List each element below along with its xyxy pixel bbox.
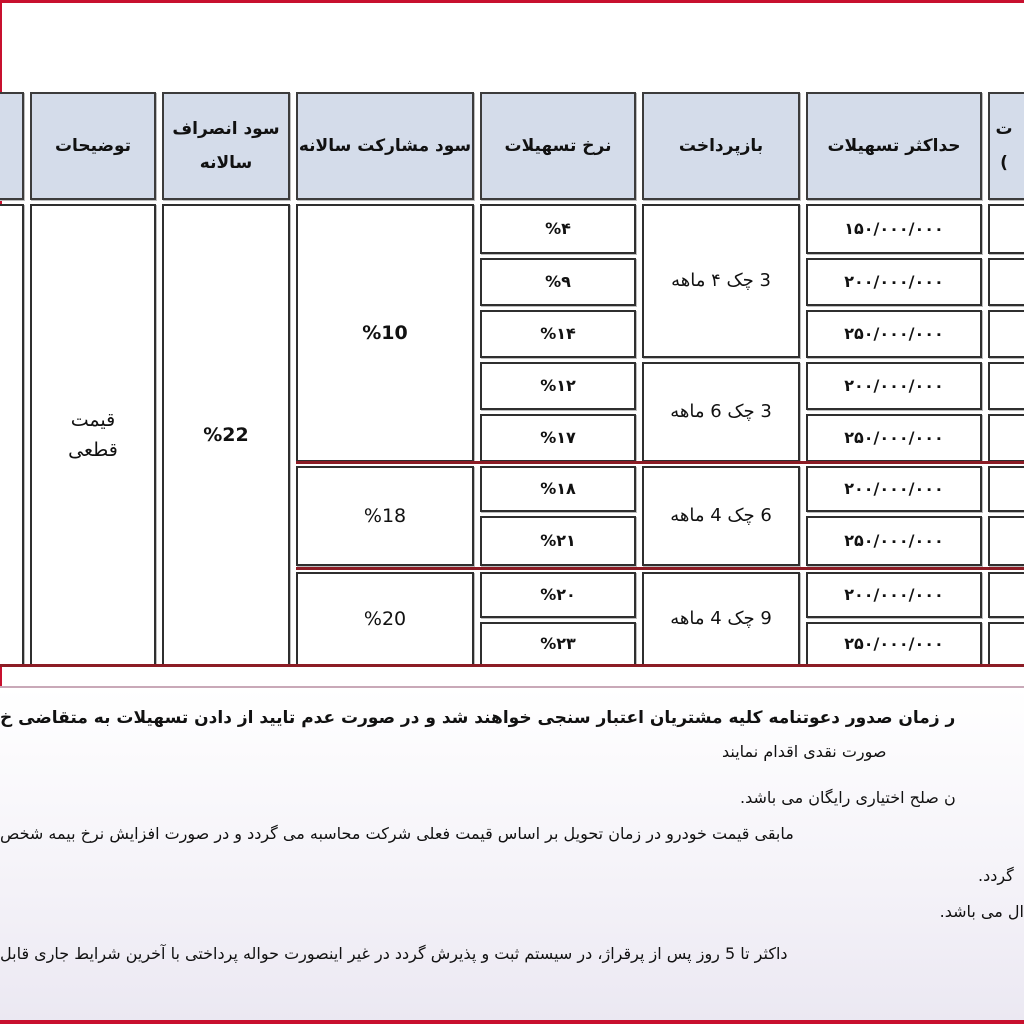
header-cancellation-profit: سود انصراف سالانه	[162, 92, 290, 200]
note-line: داکثر تا 5 روز پس از پرقراژ، در سیستم ثبت و پذیرش گردد در غیر اینصورت حواله پرداختی با آخرین شرایط جاری قابل	[0, 944, 788, 963]
max-facility-cell: ۲۰۰/۰۰۰/۰۰۰	[806, 466, 982, 512]
partial-cell	[988, 622, 1024, 666]
partial-cell	[988, 516, 1024, 566]
edge-cell	[0, 204, 24, 666]
rate-cell: %۱۸	[480, 466, 636, 512]
cancellation-profit-cell: %22	[162, 204, 290, 666]
header-repayment: بازپرداخت	[642, 92, 800, 200]
rate-cell: %۹	[480, 258, 636, 306]
group-separator	[296, 567, 1024, 570]
group-separator	[0, 664, 1024, 667]
header-participation-profit: سود مشارکت سالانه	[296, 92, 474, 200]
partial-cell	[988, 414, 1024, 462]
max-facility-cell: ۲۰۰/۰۰۰/۰۰۰	[806, 362, 982, 410]
note-line: ر زمان صدور دعوتنامه کلیه مشتریان اعتبار سنجی خواهند شد و در صورت عدم تایید از دادن تسهیلات به متقاضی خ	[0, 708, 956, 728]
partial-cell	[988, 204, 1024, 254]
note-line: صورت نقدی اقدام نمایند	[722, 742, 887, 761]
header-facility-rate: نرخ تسهیلات	[480, 92, 636, 200]
partial-cell	[988, 258, 1024, 306]
max-facility-cell: ۲۵۰/۰۰۰/۰۰۰	[806, 622, 982, 666]
repayment-cell: 6 چک 4 ماهه	[642, 466, 800, 566]
max-facility-cell: ۲۰۰/۰۰۰/۰۰۰	[806, 258, 982, 306]
rate-cell: %۲۱	[480, 516, 636, 566]
header-max-facility: حداکثر تسهیلات	[806, 92, 982, 200]
header-partial: ت )	[988, 92, 1024, 200]
note-line: مابقی قیمت خودرو در زمان تحویل بر اساس قیمت فعلی شرکت محاسبه می گردد و در صورت افزایش نرخ بیمه شخص	[0, 824, 794, 843]
rate-cell: %۱۴	[480, 310, 636, 358]
max-facility-cell: ۲۵۰/۰۰۰/۰۰۰	[806, 310, 982, 358]
rate-cell: %۴	[480, 204, 636, 254]
notes-section	[0, 686, 1024, 1022]
header-description: توضیحات	[30, 92, 156, 200]
participation-profit-cell: %10	[296, 204, 474, 462]
participation-profit-cell: %18	[296, 466, 474, 566]
note-line: ال می باشد.	[939, 902, 1024, 921]
repayment-cell: 3 چک ۴ ماهه	[642, 204, 800, 358]
rate-cell: %۱۷	[480, 414, 636, 462]
max-facility-cell: ۱۵۰/۰۰۰/۰۰۰	[806, 204, 982, 254]
partial-cell	[988, 310, 1024, 358]
repayment-cell: 3 چک 6 ماهه	[642, 362, 800, 462]
rate-cell: %۱۲	[480, 362, 636, 410]
facility-table	[0, 88, 1024, 668]
partial-cell	[988, 466, 1024, 512]
partial-cell	[988, 362, 1024, 410]
note-line: گردد.	[978, 866, 1014, 885]
max-facility-cell: ۲۵۰/۰۰۰/۰۰۰	[806, 414, 982, 462]
bottom-border	[0, 1020, 1024, 1024]
max-facility-cell: ۲۵۰/۰۰۰/۰۰۰	[806, 516, 982, 566]
partial-cell	[988, 572, 1024, 618]
note-line: ن صلح اختیاری رایگان می باشد.	[740, 788, 956, 807]
rate-cell: %۲۳	[480, 622, 636, 666]
description-cell: قیمت قطعی	[30, 204, 156, 666]
group-separator	[296, 461, 1024, 464]
max-facility-cell: ۲۰۰/۰۰۰/۰۰۰	[806, 572, 982, 618]
top-border	[0, 0, 1024, 3]
rate-cell: %۲۰	[480, 572, 636, 618]
participation-profit-cell: %20	[296, 572, 474, 666]
header-cell-edge	[0, 92, 24, 200]
repayment-cell: 9 چک 4 ماهه	[642, 572, 800, 666]
